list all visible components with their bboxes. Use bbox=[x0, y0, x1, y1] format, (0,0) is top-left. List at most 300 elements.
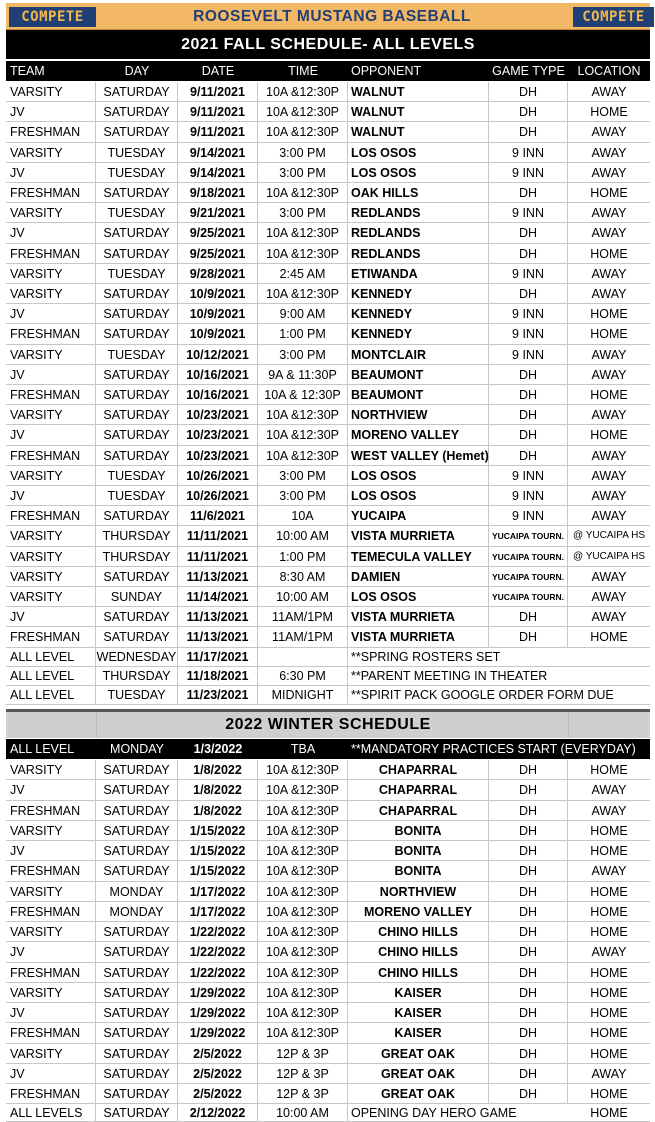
opponent-cell: LOS OSOS bbox=[348, 466, 489, 485]
day-cell: SATURDAY bbox=[96, 627, 178, 646]
winter-schedule-title: 2022 WINTER SCHEDULE bbox=[225, 716, 431, 733]
date-cell: 2/5/2022 bbox=[178, 1044, 258, 1063]
time-cell: 2:45 AM bbox=[258, 264, 348, 283]
day-cell: MONDAY bbox=[96, 902, 178, 921]
table-row bbox=[6, 963, 650, 983]
game-type-cell: 9 INN bbox=[489, 163, 568, 182]
opponent-cell: MORENO VALLEY bbox=[348, 425, 489, 444]
date-cell: 1/15/2022 bbox=[178, 841, 258, 860]
location-cell: HOME bbox=[590, 844, 628, 858]
page-title: ROOSEVELT MUSTANG BASEBALL bbox=[193, 8, 471, 25]
date-cell: 9/14/2021 bbox=[178, 143, 258, 162]
game-type-cell: DH bbox=[489, 841, 568, 860]
opponent-cell: KENNEDY bbox=[348, 324, 489, 343]
game-type-cell: DH bbox=[489, 1064, 568, 1083]
location-cell: AWAY bbox=[591, 145, 627, 160]
team-cell: VARSITY bbox=[6, 203, 96, 222]
time-cell: 10A &12:30P bbox=[258, 801, 348, 820]
kickoff-team: ALL LEVEL bbox=[10, 742, 75, 756]
location-cell: AWAY bbox=[591, 347, 627, 362]
table-row bbox=[6, 143, 650, 163]
time-cell: 10A &12:30P bbox=[258, 425, 348, 444]
note-text: **SPRING ROSTERS SET bbox=[351, 649, 501, 664]
game-type-cell: 9 INN bbox=[489, 304, 568, 323]
day-cell: SATURDAY bbox=[96, 567, 178, 586]
time-cell: 9:00 AM bbox=[258, 304, 348, 323]
location-cell: AWAY bbox=[591, 864, 627, 879]
team-cell: JV bbox=[6, 365, 96, 384]
game-type-cell: DH bbox=[489, 821, 568, 840]
day-cell: SATURDAY bbox=[96, 983, 178, 1002]
location-cell: HOME bbox=[590, 925, 628, 939]
col-location: LOCATION bbox=[577, 64, 641, 78]
date-cell: 9/25/2021 bbox=[178, 244, 258, 263]
location-cell: HOME bbox=[590, 823, 628, 838]
game-type-cell: YUCAIPA TOURN. bbox=[489, 526, 568, 545]
time-cell: 10A &12:30P bbox=[258, 760, 348, 779]
team-cell: VARSITY bbox=[6, 143, 96, 162]
location-cell: AWAY bbox=[591, 226, 627, 241]
team-cell: JV bbox=[6, 841, 96, 860]
opponent-cell: DAMIEN bbox=[348, 567, 489, 586]
game-type-cell: DH bbox=[489, 405, 568, 424]
time-cell: 9A & 11:30P bbox=[258, 365, 348, 384]
opponent-cell: CHINO HILLS bbox=[348, 963, 489, 982]
location-cell: AWAY bbox=[591, 125, 627, 140]
game-type-cell: DH bbox=[489, 223, 568, 242]
location-cell: HOME bbox=[590, 1046, 628, 1061]
day-cell: SATURDAY bbox=[96, 425, 178, 444]
team-cell: FRESHMAN bbox=[6, 801, 96, 820]
location-cell: HOME bbox=[590, 884, 628, 899]
day-cell: THURSDAY bbox=[96, 547, 178, 566]
team-cell: VARSITY bbox=[6, 567, 96, 586]
date-cell: 9/11/2021 bbox=[178, 122, 258, 141]
date-cell: 11/13/2021 bbox=[178, 627, 258, 646]
time-cell: 3:00 PM bbox=[258, 143, 348, 162]
location-cell: @ YUCAIPA HS bbox=[572, 550, 646, 562]
game-type-cell: DH bbox=[489, 760, 568, 779]
location-cell: HOME bbox=[590, 1026, 628, 1041]
game-type-cell: DH bbox=[489, 861, 568, 880]
date-cell: 10/12/2021 bbox=[178, 345, 258, 364]
opponent-cell: KAISER bbox=[348, 983, 489, 1002]
team-cell: JV bbox=[6, 780, 96, 799]
table-row bbox=[6, 882, 650, 902]
team-cell: FRESHMAN bbox=[6, 244, 96, 263]
game-type-cell: DH bbox=[489, 922, 568, 941]
day-cell: SATURDAY bbox=[96, 1064, 178, 1083]
time-cell: 10A &12:30P bbox=[258, 102, 348, 121]
fall-schedule-title: 2021 FALL SCHEDULE- ALL LEVELS bbox=[6, 30, 650, 59]
game-type-cell: DH bbox=[489, 365, 568, 384]
date-cell: 10/9/2021 bbox=[178, 284, 258, 303]
game-type-cell: 9 INN bbox=[489, 466, 568, 485]
opponent-cell: WALNUT bbox=[348, 122, 489, 141]
table-row bbox=[6, 841, 650, 861]
date-cell: 11/13/2021 bbox=[178, 567, 258, 586]
col-date: DATE bbox=[201, 64, 235, 78]
table-row bbox=[6, 405, 650, 425]
location-cell: AWAY bbox=[591, 489, 627, 503]
day-cell: SATURDAY bbox=[96, 324, 178, 343]
time-cell: 3:00 PM bbox=[258, 466, 348, 485]
col-team: TEAM bbox=[10, 64, 45, 78]
note-row bbox=[6, 667, 650, 686]
time-cell: 10A &12:30P bbox=[258, 882, 348, 901]
team-cell: VARSITY bbox=[6, 82, 96, 101]
date-cell: 11/11/2021 bbox=[178, 547, 258, 566]
table-row bbox=[6, 324, 650, 344]
game-type-cell: DH bbox=[489, 780, 568, 799]
team-cell: FRESHMAN bbox=[6, 446, 96, 465]
date-cell: 1/29/2022 bbox=[178, 983, 258, 1002]
day-cell: SATURDAY bbox=[96, 223, 178, 242]
date-cell: 1/15/2022 bbox=[178, 861, 258, 880]
game-type-cell: 9 INN bbox=[489, 203, 568, 222]
game-type-cell: 9 INN bbox=[489, 264, 568, 283]
opponent-cell: WALNUT bbox=[348, 82, 489, 101]
game-type-cell: DH bbox=[489, 385, 568, 404]
opponent-cell: CHINO HILLS bbox=[348, 942, 489, 961]
date-cell: 1/15/2022 bbox=[178, 821, 258, 840]
opponent-cell: OAK HILLS bbox=[348, 183, 489, 202]
opponent-cell: REDLANDS bbox=[348, 244, 489, 263]
kickoff-note: **MANDATORY PRACTICES START (EVERYDAY) bbox=[351, 742, 636, 756]
time-cell: 10A &12:30P bbox=[258, 861, 348, 880]
game-type-cell: DH bbox=[489, 902, 568, 921]
date-cell: 1/29/2022 bbox=[178, 1003, 258, 1022]
location-cell: HOME bbox=[590, 904, 628, 919]
kickoff-time: TBA bbox=[290, 742, 316, 756]
team-cell: JV bbox=[6, 486, 96, 505]
table-row bbox=[6, 203, 650, 223]
date-cell: 10/26/2021 bbox=[178, 466, 258, 485]
location-cell: AWAY bbox=[591, 1066, 627, 1081]
table-row bbox=[6, 486, 650, 506]
location-cell: AWAY bbox=[591, 590, 627, 604]
table-row bbox=[6, 82, 650, 102]
day-cell: SATURDAY bbox=[96, 304, 178, 323]
game-type-cell: DH bbox=[489, 122, 568, 141]
team-cell: VARSITY bbox=[6, 1044, 96, 1063]
day-cell: SATURDAY bbox=[96, 82, 178, 101]
team-cell: VARSITY bbox=[6, 345, 96, 364]
table-row bbox=[6, 506, 650, 526]
table-row bbox=[6, 425, 650, 445]
location-cell: AWAY bbox=[591, 509, 627, 524]
table-row bbox=[6, 365, 650, 385]
time-cell: 3:00 PM bbox=[258, 163, 348, 182]
opponent-cell: GREAT OAK bbox=[348, 1044, 489, 1063]
opponent-cell: NORTHVIEW bbox=[348, 405, 489, 424]
note-text: **PARENT MEETING IN THEATER bbox=[351, 668, 548, 683]
team-cell: FRESHMAN bbox=[6, 861, 96, 880]
time-cell: 10A &12:30P bbox=[258, 780, 348, 799]
time-cell: 10A &12:30P bbox=[258, 284, 348, 303]
table-row bbox=[6, 1003, 650, 1023]
table-row bbox=[6, 163, 650, 183]
table-row bbox=[6, 183, 650, 203]
team-cell: FRESHMAN bbox=[6, 324, 96, 343]
location-cell: AWAY bbox=[591, 408, 627, 423]
date-cell: 9/21/2021 bbox=[178, 203, 258, 222]
time-cell: 10A & 12:30P bbox=[258, 385, 348, 404]
day-cell: WEDNESDAY bbox=[96, 649, 177, 664]
team-cell: JV bbox=[6, 425, 96, 444]
date-cell: 10/16/2021 bbox=[178, 365, 258, 384]
day-cell: SATURDAY bbox=[96, 122, 178, 141]
day-cell: TUESDAY bbox=[96, 466, 178, 485]
day-cell: SATURDAY bbox=[96, 405, 178, 424]
time-cell: 10A &12:30P bbox=[258, 902, 348, 921]
day-cell: SATURDAY bbox=[96, 760, 178, 779]
date-cell: 11/17/2021 bbox=[178, 648, 258, 666]
day-cell: SATURDAY bbox=[96, 102, 178, 121]
date-cell: 11/11/2021 bbox=[178, 526, 258, 545]
game-type-cell: DH bbox=[489, 942, 568, 961]
team-cell: FRESHMAN bbox=[6, 963, 96, 982]
team-cell: ALL LEVEL bbox=[6, 667, 96, 685]
game-type-cell: DH bbox=[489, 82, 568, 101]
location-cell: HOME bbox=[590, 186, 628, 200]
game-type-cell: DH bbox=[489, 882, 568, 901]
opponent-cell: CHAPARRAL bbox=[348, 760, 489, 779]
date-cell: 10/9/2021 bbox=[178, 324, 258, 343]
day-cell: TUESDAY bbox=[96, 143, 178, 162]
team-cell: VARSITY bbox=[6, 587, 96, 606]
game-type-cell: DH bbox=[489, 607, 568, 626]
note-text: OPENING DAY HERO GAME bbox=[351, 1106, 517, 1121]
table-row bbox=[6, 122, 650, 142]
opponent-cell: CHINO HILLS bbox=[348, 922, 489, 941]
team-cell: VARSITY bbox=[6, 466, 96, 485]
team-cell: VARSITY bbox=[6, 264, 96, 283]
day-cell: SATURDAY bbox=[96, 284, 178, 303]
game-type-cell: YUCAIPA TOURN. bbox=[489, 547, 568, 566]
day-cell: SATURDAY bbox=[96, 922, 178, 941]
time-cell: 1:00 PM bbox=[258, 547, 348, 566]
game-type-cell: DH bbox=[489, 1084, 568, 1103]
time-cell: 12P & 3P bbox=[258, 1064, 348, 1083]
winter-kickoff-row bbox=[6, 739, 650, 759]
day-cell: THURSDAY bbox=[96, 667, 178, 685]
location-cell: AWAY bbox=[591, 803, 627, 818]
team-cell: VARSITY bbox=[6, 405, 96, 424]
game-type-cell: DH bbox=[489, 102, 568, 121]
table-row bbox=[6, 1044, 650, 1064]
opponent-cell: KENNEDY bbox=[348, 284, 489, 303]
opponent-cell: VISTA MURRIETA bbox=[348, 526, 489, 545]
note-row bbox=[6, 648, 650, 667]
opponent-cell: MONTCLAIR bbox=[348, 345, 489, 364]
note-row bbox=[6, 1104, 650, 1122]
date-cell: 10/16/2021 bbox=[178, 385, 258, 404]
table-row bbox=[6, 607, 650, 627]
title-bar bbox=[6, 3, 650, 30]
table-row bbox=[6, 264, 650, 284]
time-cell: 3:00 PM bbox=[258, 203, 348, 222]
date-cell: 10/23/2021 bbox=[178, 405, 258, 424]
day-cell: MONDAY bbox=[96, 882, 178, 901]
game-type-cell: 9 INN bbox=[489, 143, 568, 162]
table-row bbox=[6, 587, 650, 607]
team-cell: FRESHMAN bbox=[6, 1084, 96, 1103]
opponent-cell: MORENO VALLEY bbox=[348, 902, 489, 921]
date-cell: 1/8/2022 bbox=[178, 780, 258, 799]
table-row bbox=[6, 223, 650, 243]
game-type-cell: DH bbox=[489, 244, 568, 263]
team-cell: VARSITY bbox=[6, 922, 96, 941]
location-cell: AWAY bbox=[591, 569, 627, 584]
location-cell: AWAY bbox=[591, 367, 627, 382]
opponent-cell: VISTA MURRIETA bbox=[348, 607, 489, 626]
team-cell: JV bbox=[6, 607, 96, 626]
team-cell: VARSITY bbox=[6, 547, 96, 566]
opponent-cell: REDLANDS bbox=[348, 203, 489, 222]
time-cell: 10A &12:30P bbox=[258, 963, 348, 982]
opponent-cell: WALNUT bbox=[348, 102, 489, 121]
table-row bbox=[6, 526, 650, 546]
team-cell: VARSITY bbox=[6, 284, 96, 303]
opponent-cell: YUCAIPA bbox=[348, 506, 489, 525]
opponent-cell: ETIWANDA bbox=[348, 264, 489, 283]
time-cell: 10A &12:30P bbox=[258, 122, 348, 141]
team-cell: JV bbox=[6, 223, 96, 242]
opponent-cell: WEST VALLEY (Hemet) bbox=[348, 446, 489, 465]
col-game-type: GAME TYPE bbox=[492, 64, 565, 78]
time-cell: 10A &12:30P bbox=[258, 922, 348, 941]
date-cell: 2/12/2022 bbox=[178, 1104, 258, 1121]
location-cell: HOME bbox=[590, 388, 628, 402]
table-row bbox=[6, 1023, 650, 1043]
location-cell: HOME bbox=[590, 428, 628, 443]
time-cell: 10A &12:30P bbox=[258, 1023, 348, 1042]
note-text: **SPIRIT PACK GOOGLE ORDER FORM DUE bbox=[351, 687, 614, 702]
note-row bbox=[6, 686, 650, 705]
team-cell: ALL LEVELS bbox=[6, 1104, 96, 1121]
location-cell: AWAY bbox=[591, 287, 627, 301]
day-cell: SATURDAY bbox=[96, 821, 178, 840]
table-row bbox=[6, 922, 650, 942]
opponent-cell: GREAT OAK bbox=[348, 1064, 489, 1083]
day-cell: SATURDAY bbox=[96, 942, 178, 961]
game-type-cell: YUCAIPA TOURN. bbox=[489, 587, 568, 606]
game-type-cell: 9 INN bbox=[489, 345, 568, 364]
day-cell: SATURDAY bbox=[96, 801, 178, 820]
opponent-cell: CHAPARRAL bbox=[348, 801, 489, 820]
day-cell: TUESDAY bbox=[96, 686, 178, 704]
team-cell: VARSITY bbox=[6, 821, 96, 840]
time-cell: 10A &12:30P bbox=[258, 82, 348, 101]
team-cell: JV bbox=[6, 1003, 96, 1022]
team-cell: ALL LEVEL bbox=[6, 686, 96, 704]
opponent-cell: CHAPARRAL bbox=[348, 780, 489, 799]
location-cell: HOME bbox=[590, 1106, 628, 1121]
winter-schedule-title-bar bbox=[6, 709, 650, 738]
table-row bbox=[6, 304, 650, 324]
kickoff-day: MONDAY bbox=[110, 742, 164, 756]
team-cell: JV bbox=[6, 102, 96, 121]
opponent-cell: KAISER bbox=[348, 1003, 489, 1022]
time-cell: 10:00 AM bbox=[258, 1104, 348, 1121]
team-cell: ALL LEVEL bbox=[6, 648, 96, 666]
time-cell: 10A &12:30P bbox=[258, 244, 348, 263]
time-cell: 10A bbox=[258, 506, 348, 525]
time-cell: 10A &12:30P bbox=[258, 821, 348, 840]
table-row bbox=[6, 244, 650, 264]
day-cell: TUESDAY bbox=[96, 264, 178, 283]
location-cell: AWAY bbox=[591, 610, 627, 625]
table-row bbox=[6, 801, 650, 821]
location-cell: HOME bbox=[590, 307, 628, 322]
date-cell: 10/23/2021 bbox=[178, 446, 258, 465]
location-cell: AWAY bbox=[591, 266, 627, 281]
day-cell: THURSDAY bbox=[96, 526, 178, 545]
day-cell: SATURDAY bbox=[96, 446, 178, 465]
date-cell: 1/22/2022 bbox=[178, 963, 258, 982]
col-opponent: OPPONENT bbox=[351, 64, 422, 78]
location-cell: HOME bbox=[590, 965, 628, 980]
opponent-cell: VISTA MURRIETA bbox=[348, 627, 489, 646]
date-cell: 11/18/2021 bbox=[178, 667, 258, 685]
game-type-cell: 9 INN bbox=[489, 324, 568, 343]
game-type-cell: DH bbox=[489, 284, 568, 303]
day-cell: SATURDAY bbox=[96, 861, 178, 880]
day-cell: SATURDAY bbox=[96, 1023, 178, 1042]
opponent-cell: LOS OSOS bbox=[348, 143, 489, 162]
location-cell: HOME bbox=[590, 246, 628, 261]
game-type-cell: DH bbox=[489, 1003, 568, 1022]
date-cell: 9/18/2021 bbox=[178, 183, 258, 202]
team-cell: FRESHMAN bbox=[6, 902, 96, 921]
game-type-cell: YUCAIPA TOURN. bbox=[489, 567, 568, 586]
time-cell: 10A &12:30P bbox=[258, 446, 348, 465]
table-row bbox=[6, 466, 650, 486]
table-row bbox=[6, 284, 650, 304]
game-type-cell: DH bbox=[489, 425, 568, 444]
date-cell: 1/17/2022 bbox=[178, 902, 258, 921]
game-type-cell: 9 INN bbox=[489, 486, 568, 505]
compete-logo-right: COMPETE bbox=[573, 7, 654, 27]
time-cell: 3:00 PM bbox=[258, 486, 348, 505]
table-row bbox=[6, 102, 650, 122]
time-cell: 10:00 AM bbox=[258, 526, 348, 545]
table-row bbox=[6, 861, 650, 881]
time-cell: 11AM/1PM bbox=[258, 607, 348, 626]
location-cell: HOME bbox=[590, 1087, 628, 1101]
day-cell: TUESDAY bbox=[96, 345, 178, 364]
location-cell: HOME bbox=[590, 985, 628, 1000]
day-cell: TUESDAY bbox=[96, 203, 178, 222]
date-cell: 1/8/2022 bbox=[178, 760, 258, 779]
date-cell: 1/22/2022 bbox=[178, 922, 258, 941]
team-cell: JV bbox=[6, 942, 96, 961]
time-cell: 12P & 3P bbox=[258, 1084, 348, 1103]
time-cell: 8:30 AM bbox=[258, 567, 348, 586]
date-cell: 9/11/2021 bbox=[178, 102, 258, 121]
game-type-cell: DH bbox=[489, 446, 568, 465]
table-row bbox=[6, 821, 650, 841]
day-cell: SATURDAY bbox=[96, 1003, 178, 1022]
game-type-cell: DH bbox=[489, 801, 568, 820]
date-cell: 1/29/2022 bbox=[178, 1023, 258, 1042]
team-cell: FRESHMAN bbox=[6, 183, 96, 202]
day-cell: SATURDAY bbox=[96, 1084, 178, 1103]
time-cell: 10:00 AM bbox=[258, 587, 348, 606]
time-cell: 10A &12:30P bbox=[258, 841, 348, 860]
location-cell: AWAY bbox=[591, 165, 627, 180]
